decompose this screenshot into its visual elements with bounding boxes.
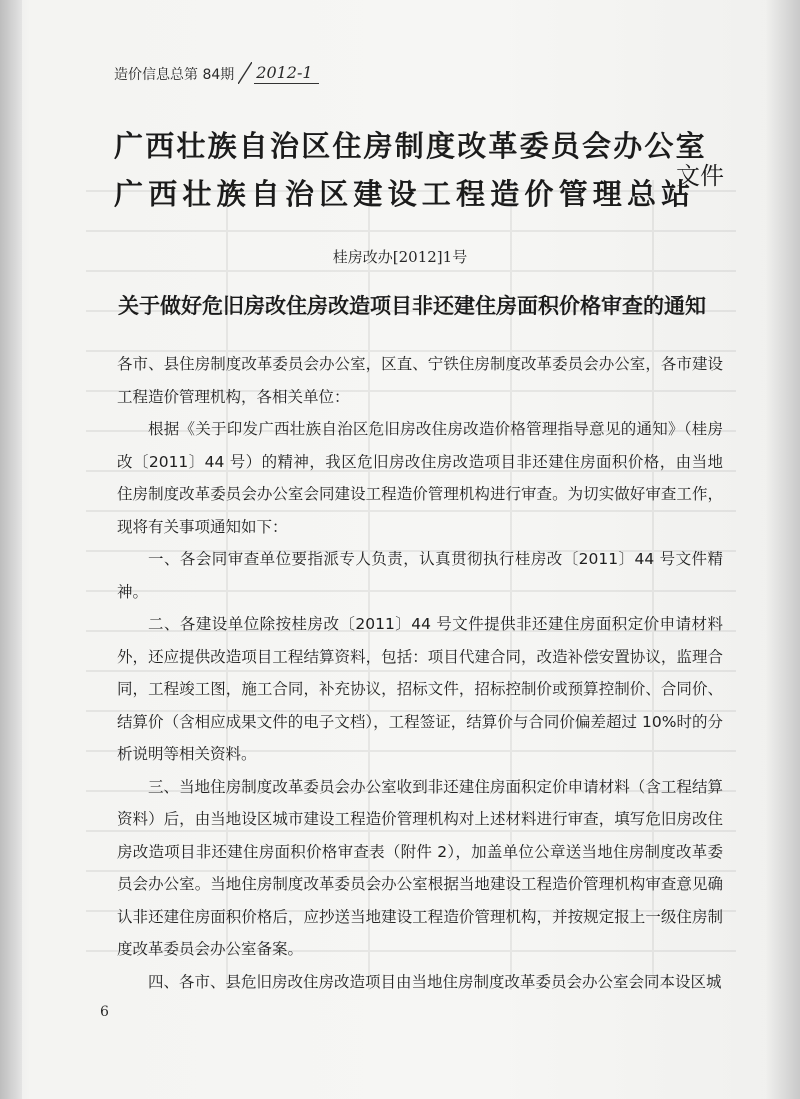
issue-number: 2012-1	[254, 63, 318, 84]
body-paragraph: 根据《关于印发广西壮族自治区危旧房改住房改造价格管理指导意见的通知》（桂房改〔2011〕44 号）的精神，我区危旧房改住房改造项目非还建住房面积价格，由当地住房制度改革委员会办公室会同建设工程造价管理机构进行审查。为切实做好审查工作，现将有关事项通知如下：	[117, 420, 723, 536]
journal-name: 造价信息总第 84期	[114, 67, 235, 83]
document-number: 桂房改办[2012]1号	[332, 248, 468, 266]
notice-body	[117, 348, 723, 998]
page-number: 6	[100, 1004, 109, 1020]
body-paragraph: 一、各会同审查单位要指派专人负责，认真贯彻执行桂房改〔2011〕44 号文件精神。	[117, 550, 723, 601]
page-edge-right	[766, 0, 800, 1099]
notice-subject: 关于做好危旧房改住房改造项目非还建住房面积价格审查的通知	[118, 293, 706, 318]
body-paragraph: 二、各建设单位除按桂房改〔2011〕44 号文件提供非还建住房面积定价申请材料外，还应提供改造项目工程结算资料，包括：项目代建合同，改造补偿安置协议，监理合同，工程竣工图，施工合同，补充协议，招标文件，招标控制价或预算控制价、合同价、结算价（含相应成果文件的电子文档），工程签证，结算价与合同价偏差超过 10%时的分析说明等相关资料。	[117, 615, 723, 763]
page-edge-left	[0, 0, 22, 1099]
issuing-org-1: 广西壮族自治区住房制度改革委员会办公室	[114, 129, 707, 163]
running-header	[114, 62, 319, 84]
header-slash-divider	[238, 62, 252, 84]
issuing-org-2: 广西壮族自治区建设工程造价管理总站	[114, 177, 696, 211]
document-label: 文件	[676, 162, 724, 190]
addressee: 各市、县住房制度改革委员会办公室，区直、宁铁住房制度改革委员会办公室，各市建设工程造价管理机构，各相关单位：	[117, 355, 723, 406]
body-paragraph: 四、各市、县危旧房改住房改造项目由当地住房制度改革委员会办公室会同本设区城	[148, 972, 722, 991]
body-paragraph: 三、当地住房制度改革委员会办公室收到非还建住房面积定价申请材料（含工程结算资料）后，由当地设区城市建设工程造价管理机构对上述材料进行审查，填写危旧房改住房改造项目非还建住房面积价格审查表（附件 2），加盖单位公章送当地住房制度改革委员会办公室。当地住房制度改革委员会办公室根据当地建设工程造价管理机构审查意见确认非还建住房面积价格后，应抄送当地建设工程造价管理机构，并按规定报上一级住房制度改革委员会办公室备案。	[117, 777, 723, 958]
